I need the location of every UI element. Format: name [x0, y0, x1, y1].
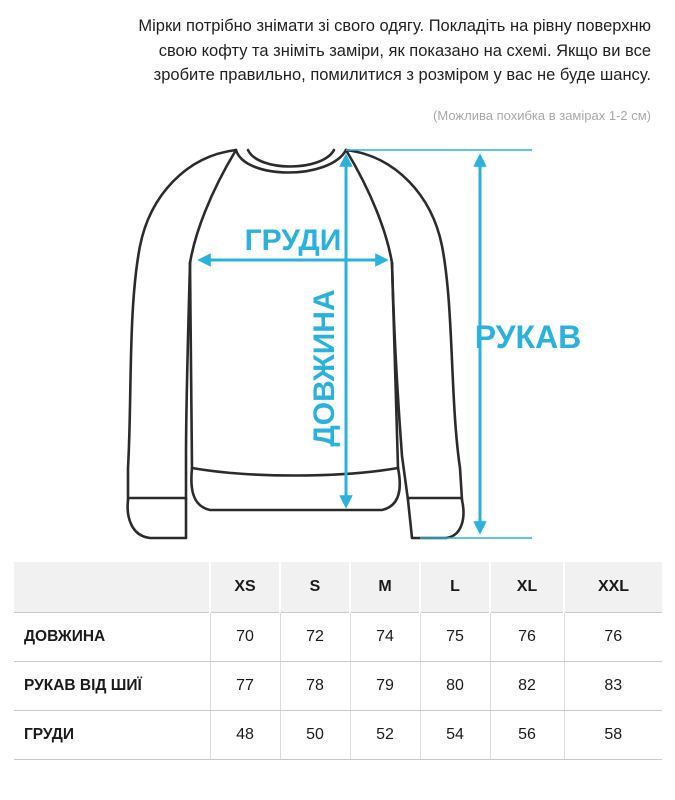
collar-outer	[236, 150, 346, 173]
table-cell: 58	[564, 711, 662, 760]
left-shoulder-sleeve	[128, 150, 236, 500]
right-shoulder-sleeve	[346, 150, 462, 500]
row-label: ДОВЖИНА	[14, 613, 210, 662]
right-raglan-seam	[346, 150, 392, 263]
intro-line-3: зробите правильно, помилитися з розміром у вас не буде шансу.	[153, 66, 651, 84]
waistband-seam	[192, 468, 398, 476]
table-cell: 75	[420, 613, 490, 662]
length-label: ДОВЖИНА	[308, 289, 341, 447]
table-cell: 77	[210, 662, 280, 711]
size-header-row	[14, 562, 662, 613]
table-cell: 52	[350, 711, 420, 760]
table-row-sleeve	[14, 662, 662, 711]
size-header-cell: L	[420, 562, 490, 613]
size-header-cell: XXL	[564, 562, 662, 613]
table-cell: 56	[490, 711, 564, 760]
table-cell: 80	[420, 662, 490, 711]
table-cell: 76	[564, 613, 662, 662]
chest-label: ГРУДИ	[244, 224, 342, 257]
size-header-cell: XS	[210, 562, 280, 613]
table-cell: 70	[210, 613, 280, 662]
table-row-chest	[14, 711, 662, 760]
right-cuff	[408, 500, 463, 538]
size-header-cell: XL	[490, 562, 564, 613]
intro-line-2: свою кофту та зніміть заміри, як показано на схемі. Якщо ви все	[158, 41, 651, 60]
sleeve-label: РУКАВ	[474, 319, 582, 355]
left-cuff	[128, 500, 186, 538]
table-row-length	[14, 613, 662, 662]
table-cell: 50	[280, 711, 350, 760]
collar-inner	[248, 150, 334, 167]
table-cell: 79	[350, 662, 420, 711]
table-cell: 76	[490, 613, 564, 662]
sweater-outline	[128, 150, 464, 538]
table-cell: 48	[210, 711, 280, 760]
table-cell: 83	[564, 662, 662, 711]
intro-text	[21, 14, 651, 88]
table-cell: 74	[350, 613, 420, 662]
size-table	[14, 562, 662, 760]
size-header-cell: M	[350, 562, 420, 613]
left-raglan-seam	[190, 150, 236, 263]
body-left-side	[190, 263, 192, 468]
table-cell: 82	[490, 662, 564, 711]
header-empty-cell	[14, 562, 210, 613]
row-label: ГРУДИ	[14, 711, 210, 760]
intro-line-1: Мірки потрібно знімати зі свого одягу. Покладіть на рівну поверхню	[138, 17, 651, 35]
sweater-measurement-diagram	[0, 138, 675, 558]
measurement-error-note: (Можлива похибка в замірах 1-2 см)	[433, 108, 651, 123]
table-cell: 54	[420, 711, 490, 760]
row-label: РУКАВ ВІД ШИЇ	[14, 662, 210, 711]
table-cell: 72	[280, 613, 350, 662]
size-header-cell: S	[280, 562, 350, 613]
table-cell: 78	[280, 662, 350, 711]
